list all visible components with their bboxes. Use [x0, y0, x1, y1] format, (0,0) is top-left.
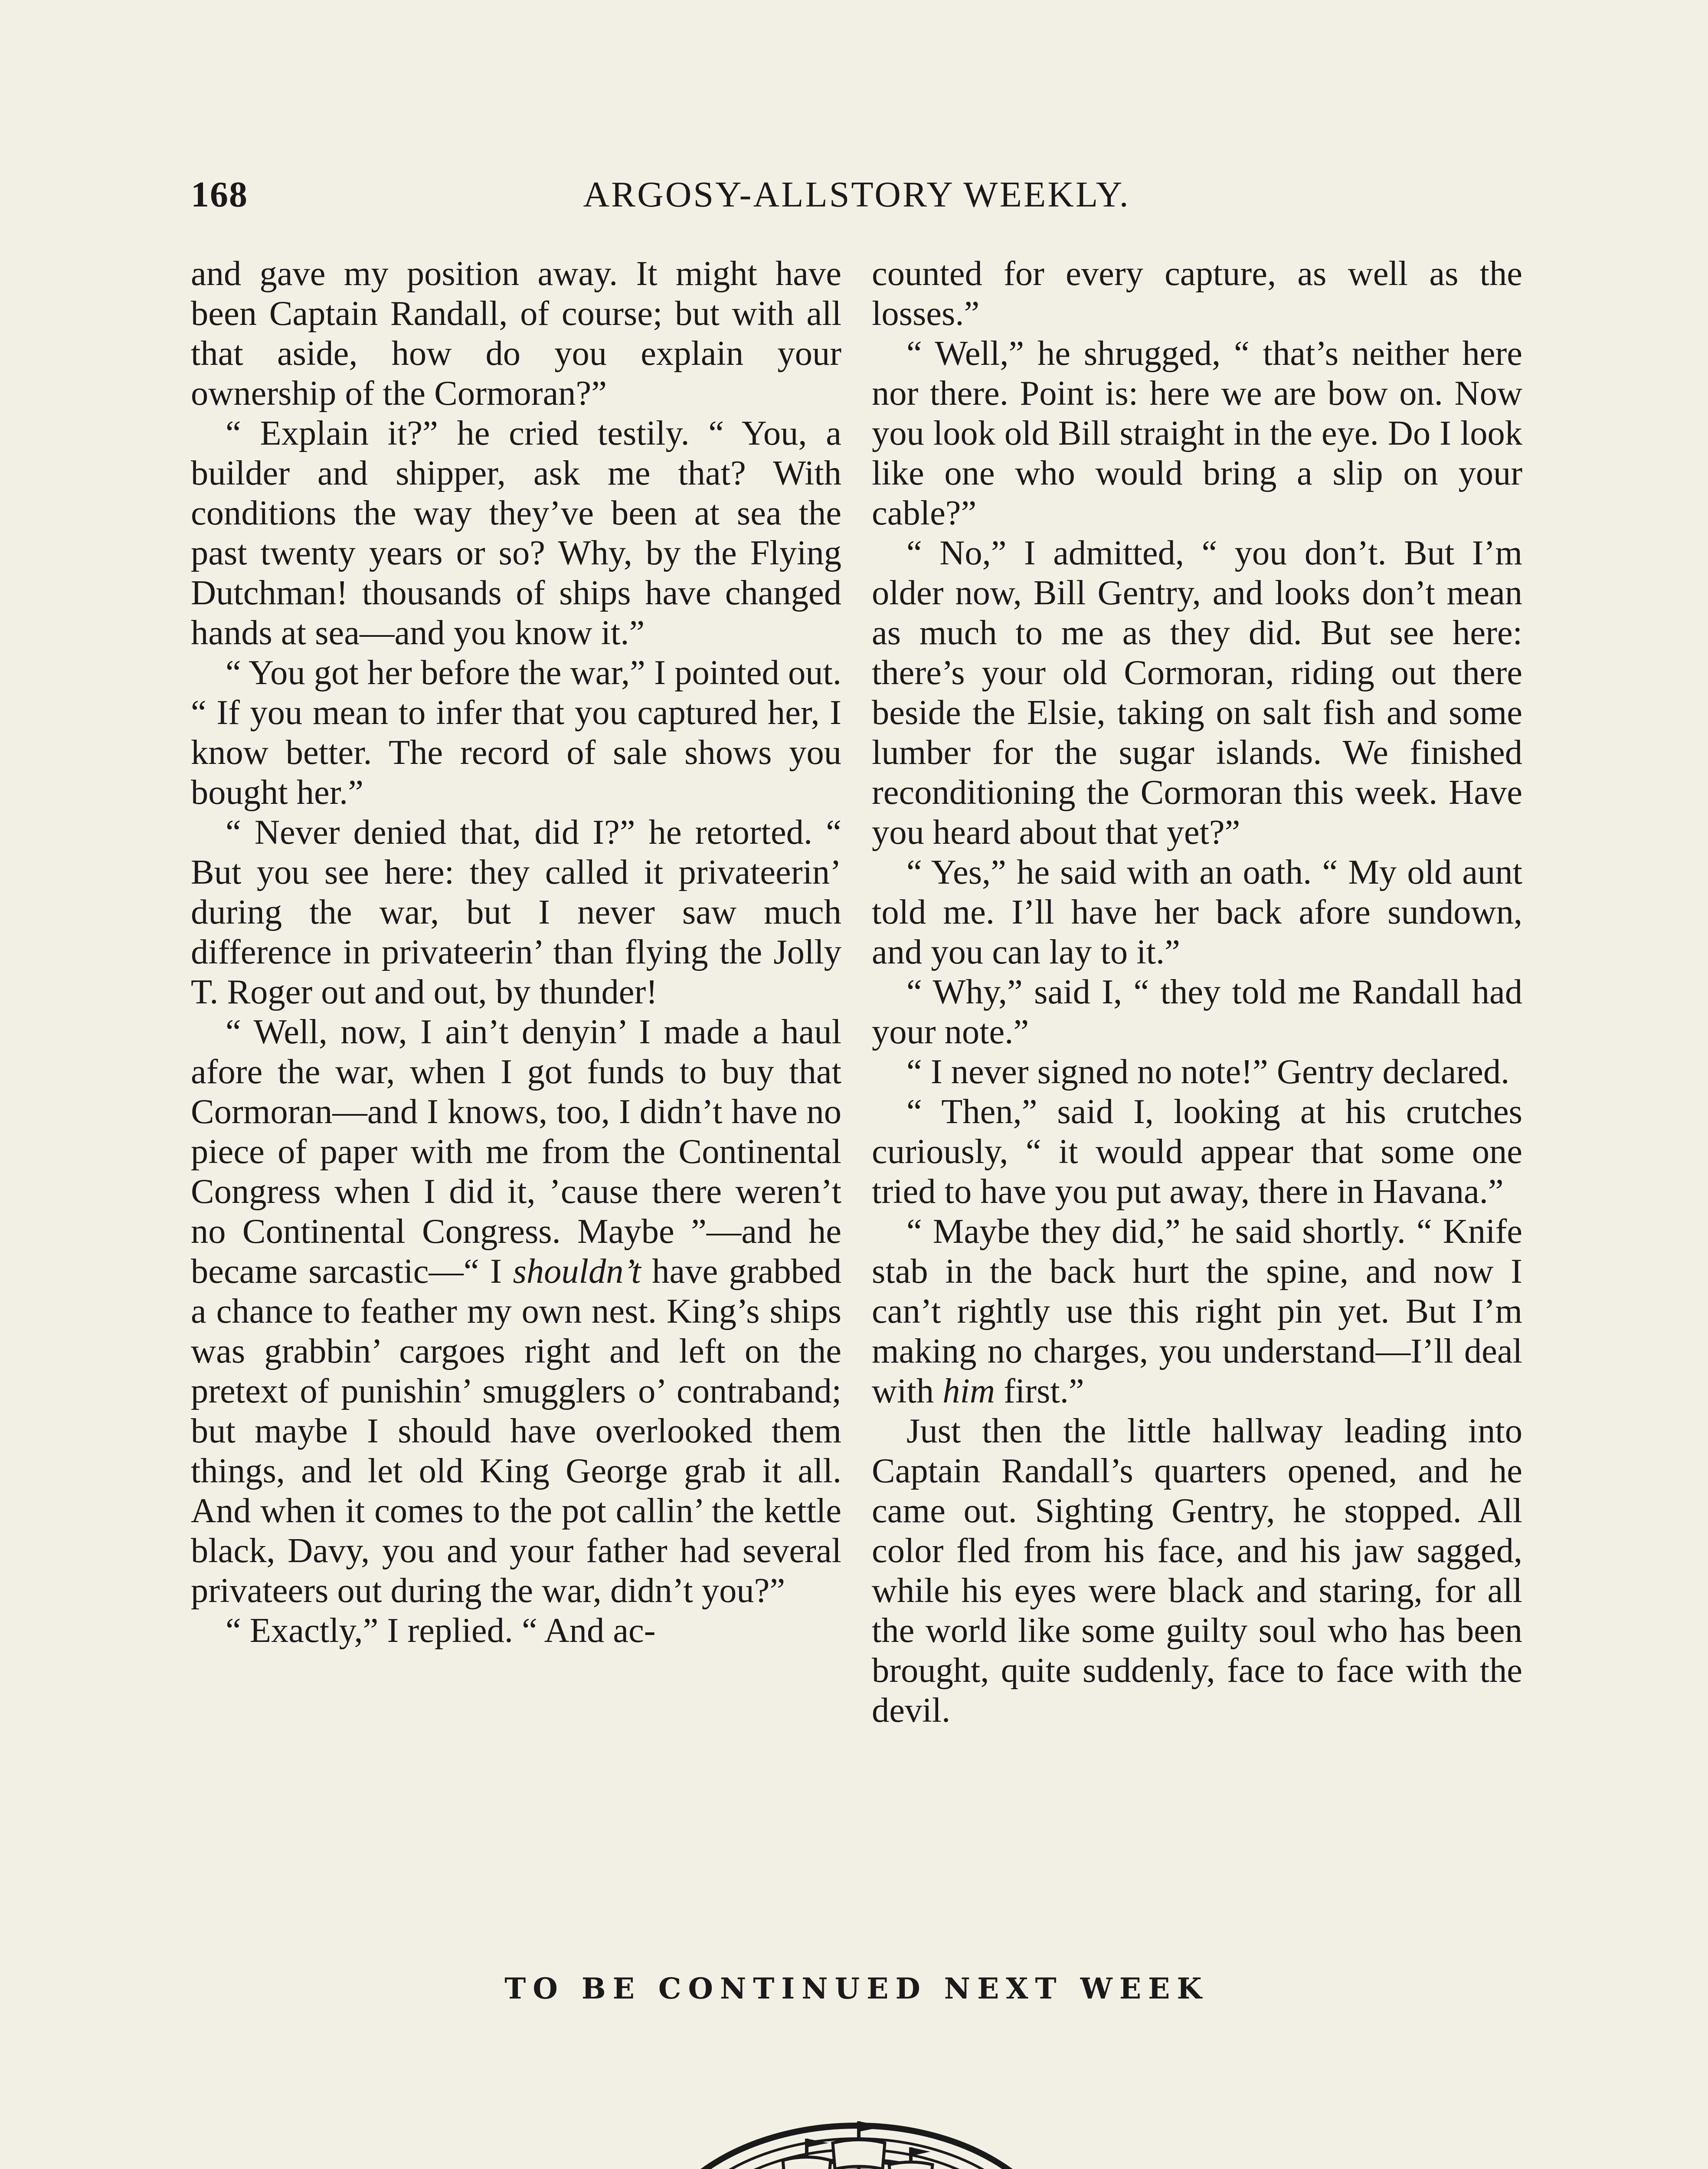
paragraph: [191, 1012, 841, 1611]
paragraph: “ You got her before the war,” I pointed out. “ If you mean to infer that you captured her, I know better. The record of sale shows you bought her.”: [191, 653, 841, 812]
paragraph: “ Why,” said I, “ they told me Randall had your note.”: [872, 973, 1522, 1051]
paragraph-text: “ Maybe they did,” he said shortly. “ Knife stab in the back hurt the spine, and now I can’t rightly use this right pin yet. But I’m making no charges, you understand—I’ll deal with: [872, 1212, 1522, 1410]
paragraph-text: have grabbed a chance to feather my own nest. King’s ships was grabbin’ cargoes right and left on the pretext of punishin’ smugglers o’ contraband; but maybe I should have overlooked them things, and let old King George grab it all. And when it comes to the pot callin’ the kettle black, Davy, you and your father had several privateers out during the war, didn’t you?”: [191, 1252, 841, 1610]
ship-on-waves-rainbow-icon: [191, 2113, 1522, 2169]
paragraph: “ Never denied that, did I?” he retorted. “ But you see here: they called it privateerin’ during the war, but I never saw much difference in privateerin’ than flying the Jolly T. Roger out and out, by thunder!: [191, 813, 841, 1011]
to-be-continued-notice: TO BE CONTINUED NEXT WEEK: [504, 1972, 1209, 2005]
paragraph: “ Then,” said I, looking at his crutches curiously, “ it would appear that some one tried to have you put away, there in Havana.”: [872, 1092, 1522, 1211]
paragraph: Just then the little hallway leading into Captain Randall’s quarters opened, and he came out. Sighting Gentry, he stopped. All color fled from his face, and his jaw sagged, while his eyes were black and staring, for all the world like some guilty soul who has been brought, quite suddenly, face to face with the devil.: [872, 1412, 1522, 1730]
paragraph-text: “ Well, now, I ain’t denyin’ I made a haul afore the war, when I got funds to buy that Cormoran—and I knows, too, I didn’t have no piece of paper with me from the Continental Congress when I did it, ’cause there weren’t no Continental Congress. Maybe ”—and he became sarcastic—“ I: [191, 1012, 841, 1291]
paragraph: “ Explain it?” he cried testily. “ You, a builder and shipper, ask me that? With conditions the way they’ve been at sea the past twenty years or so? Why, by the Flying Dutchman! thousands of ships have changed hands at sea—and you know it.”: [191, 414, 841, 652]
paragraph: counted for every capture, as well as the losses.”: [872, 254, 1522, 333]
page-header: [191, 174, 1522, 230]
paragraph: “ Yes,” he said with an oath. “ My old aunt told me. I’ll have her back afore sundown, and you can lay to it.”: [872, 853, 1522, 971]
paragraph: “ Well,” he shrugged, “ that’s neither here nor there. Point is: here we are bow on. Now you look old Bill straight in the eye. Do I look like one who would bring a slip on your cable?”: [872, 334, 1522, 532]
left-column: [191, 254, 841, 1651]
running-title: ARGOSY-ALLSTORY WEEKLY.: [583, 174, 1130, 215]
paragraph-text: first.”: [995, 1372, 1084, 1410]
paragraph: and gave my position away. It might have been Captain Randall, of course; but with all that aside, how do you explain your ownership of the Cormoran?”: [191, 254, 841, 413]
emphasized-text: shouldn’t: [513, 1252, 641, 1291]
paragraph: “ No,” I admitted, “ you don’t. But I’m older now, Bill Gentry, and looks don’t mean as much to me as they did. But see here: there’s your old Cormoran, riding out there beside the Elsie, taking on salt fish and some lumber for the sugar islands. We finished reconditioning the Cormoran this week. Have you heard about that yet?”: [872, 534, 1522, 852]
paragraph: “ I never signed no note!” Gentry declared.: [906, 1052, 1510, 1091]
page-number: 168: [191, 174, 248, 215]
paragraph: [872, 1212, 1522, 1411]
right-column: [872, 254, 1522, 1730]
emphasized-text: him: [942, 1372, 995, 1410]
paragraph: “ Exactly,” I replied. “ And ac-: [226, 1611, 656, 1650]
